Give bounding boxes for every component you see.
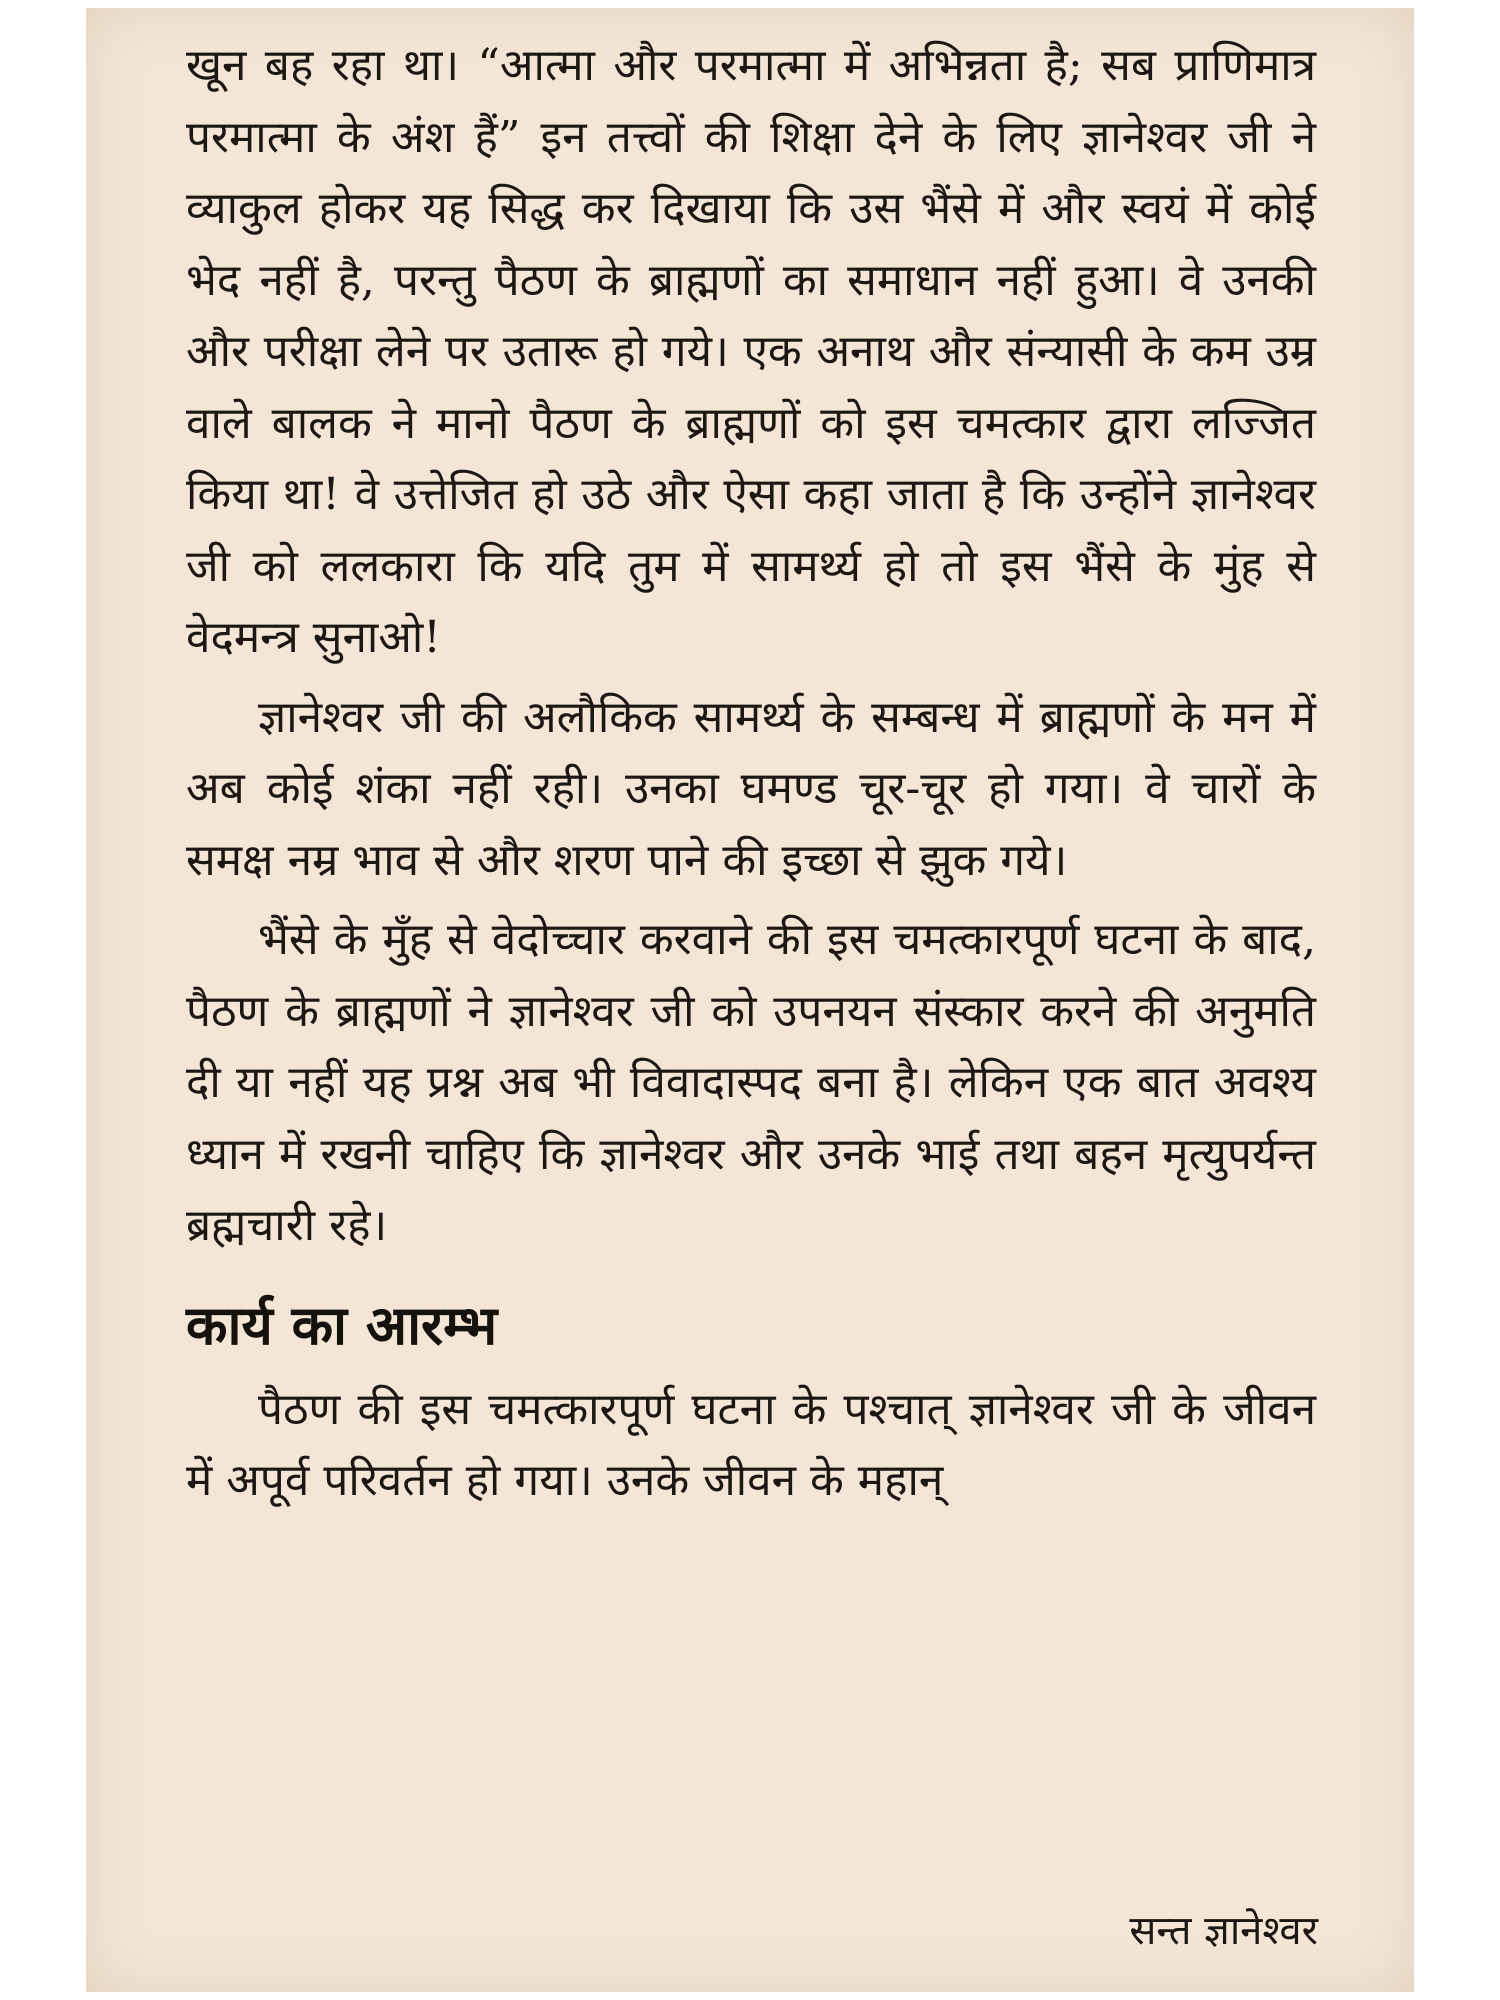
paragraph-3: भैंसे के मुँह से वेदोच्चार करवाने की इस चमत्कारपूर्ण घटना के बाद, पैठण के ब्राह्मणों ने ज्ञानेश्वर जी को उपनयन संस्कार करने की अनुमति दी या नहीं यह प्रश्न अब भी विवादास्पद बना है। लेकिन एक बात अवश्य ध्यान में रखनी चाहिए कि ज्ञानेश्वर और उनके भाई तथा बहन मृत्युपर्यन्त ब्रह्मचारी रहे।	[186, 914, 1316, 1251]
section-heading: कार्य का आरम्भ	[186, 1292, 498, 1357]
page-body	[186, 30, 1316, 1517]
paragraph-2: ज्ञानेश्वर जी की अलौकिक सामर्थ्य के सम्बन्ध में ब्राह्मणों के मन में अब कोई शंका नहीं रही। उनका घमण्ड चूर-चूर हो गया। वे चारों के समक्ष नम्र भाव से और शरण पाने की इच्छा से झुक गये।	[186, 691, 1316, 886]
running-footer: सन्त ज्ञानेश्वर	[1129, 1908, 1318, 1954]
paragraph-1: खून बह रहा था। “आत्मा और परमात्मा में अभिन्नता है; सब प्राणिमात्र परमात्मा के अंश हैं” इन तत्त्वों की शिक्षा देने के लिए ज्ञानेश्वर जी ने व्याकुल होकर यह सिद्ध कर दिखाया कि उस भैंसे में और स्वयं में कोई भेद नहीं है, परन्तु पैठण के ब्राह्मणों का समाधान नहीं हुआ। वे उनकी और परीक्षा लेने पर उतारू हो गये। एक अनाथ और संन्यासी के कम उम्र वाले बालक ने मानो पैठण के ब्राह्मणों को इस चमत्कार द्वारा लज्जित किया था! वे उत्तेजित हो उठे और ऐसा कहा जाता है कि उन्होंने ज्ञानेश्वर जी को ललकारा कि यदि तुम में सामर्थ्य हो तो इस भैंसे के मुंह से वेदमन्त्र सुनाओ!	[186, 40, 1316, 663]
paragraph-4: पैठण की इस चमत्कारपूर्ण घटना के पश्चात् ज्ञानेश्वर जी के जीवन में अपूर्व परिवर्तन हो गया। उनके जीवन के महान्	[186, 1383, 1316, 1506]
book-page	[86, 8, 1414, 1992]
